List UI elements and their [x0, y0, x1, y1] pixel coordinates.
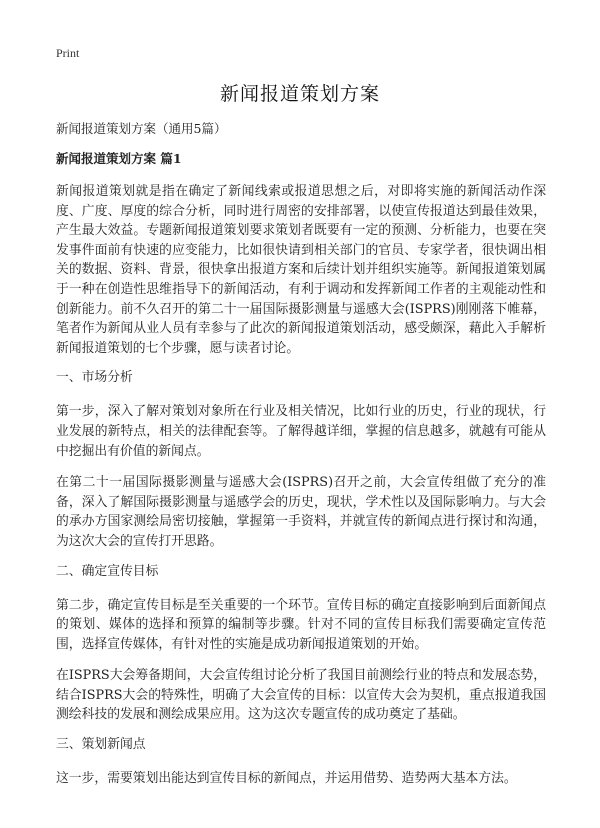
section-heading: 新闻报道策划方案 篇1 — [56, 151, 182, 166]
news-points-paragraph-1: 这一步，需要策划出能达到宣传目标的新闻点，并运用借势、造势两大基本方法。 — [56, 771, 517, 787]
print-link[interactable]: Print — [56, 46, 80, 60]
article-subtitle: 新闻报道策划方案（通用5篇） — [56, 121, 227, 136]
market-analysis-paragraph-1: 第一步，深入了解对策划对象所在行业及相关情况，比如行业的历史，行业的现状，行业发展的新特点，相关的法律配套等。了解得越详细，掌握的信息越多，就越有可能从中挖掘出有价值的新闻点。 — [56, 404, 546, 459]
intro-paragraph: 新闻报道策划就是指在确定了新闻线索或报道思想之后，对即将实施的新闻活动作深度、广度、厚度的综合分析，同时进行周密的安排部署，以使宣传报道达到最佳效果，产生最大效益。专题新闻报道策划要求策划者既要有一定的预测、分析能力，也要在突发事件面前有快速的应变能力，比如很快请到相关部门的官员、专家学者，很快调出相关的数据、资料、背景，很快拿出报道方案和后续计划并组织实施等。新闻报道策划属于一种在创造性思维指导下的新闻活动，有利于调动和发挥新闻工作者的主观能动性和创新能力。前不久召开的第二十一届国际摄影测量与遥感大会(ISPRS)刚刚落下帷幕，笔者作为新闻从业人员有幸参与了此次的新闻报道策划活动，感受颇深，藉此入手解析新闻报道策划的七个步骤，愿与读者讨论。 — [56, 184, 546, 356]
article-body — [56, 122, 546, 801]
page-title: 新闻报道策划方案 — [219, 83, 380, 105]
part-heading-news-points: 三、策划新闻点 — [56, 737, 146, 753]
market-analysis-paragraph-2: 在第二十一届国际摄影测量与遥感大会(ISPRS)召开之前，大会宣传组做了充分的准备，深入了解国际摄影测量与遥感学会的历史，现状，学术性以及国际影响力。与大会的承办方国家测绘局密切接触，掌握第一手资料，并就宣传的新闻点进行探讨和沟通，为这次大会的宣传打开思路。 — [56, 475, 546, 549]
part-heading-market-analysis: 一、市场分析 — [56, 370, 133, 386]
goal-paragraph-2: 在ISPRS大会筹备期间，大会宣传组讨论分析了我国目前测绘行业的特点和发展态势，结合ISPRS大会的特殊性，明确了大会宣传的目标：以宣传大会为契机，重点报道我国测绘科技的发展和测绘成果应用。这为这次专题宣传的成功奠定了基础。 — [56, 668, 546, 723]
part-heading-goal: 二、确定宣传目标 — [56, 563, 159, 579]
goal-paragraph-1: 第二步，确定宣传目标是至关重要的一个环节。宣传目标的确定直接影响到后面新闻点的策划、媒体的选择和预算的编制等步骤。针对不同的宣传目标我们需要确定宣传范围，选择宣传媒体，有针对性的实施是成功新闻报道策划的开始。 — [56, 597, 546, 652]
